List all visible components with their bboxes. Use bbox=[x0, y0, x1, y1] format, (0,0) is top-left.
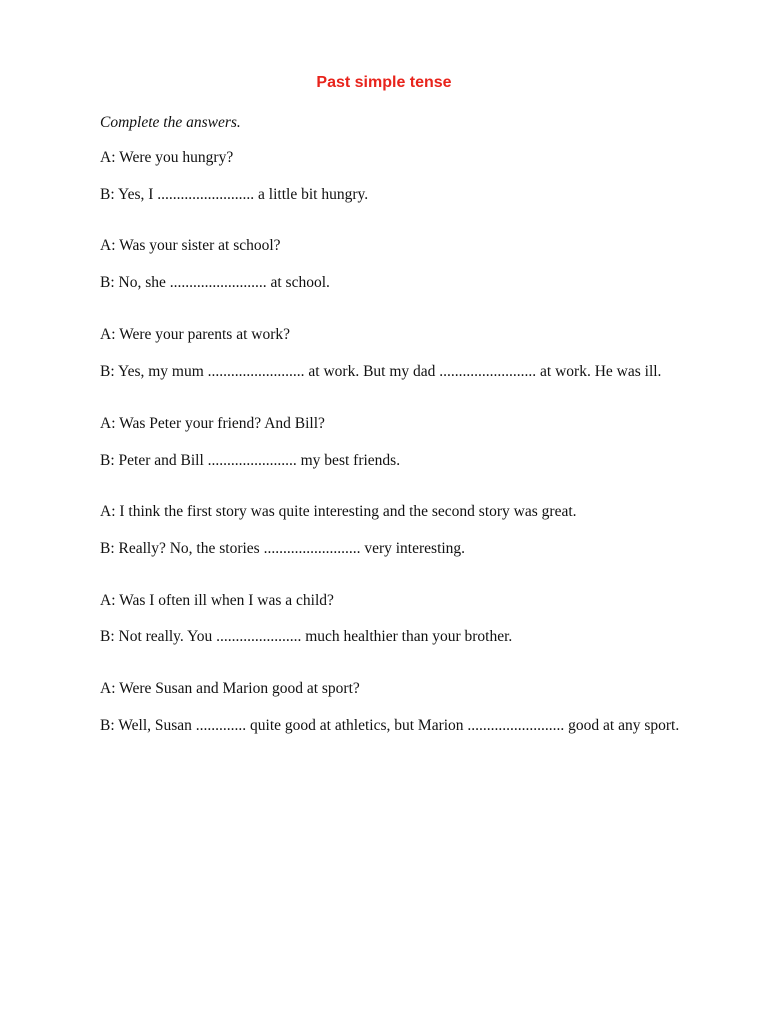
dialogue-7-question: A: Were Susan and Marion good at sport? bbox=[100, 680, 360, 697]
page-title: Past simple tense bbox=[316, 74, 452, 91]
dialogue-4-answer: B: Peter and Bill ....................... my best friends. bbox=[100, 452, 401, 469]
dialogue-6-question: A: Was I often ill when I was a child? bbox=[100, 592, 334, 609]
dialogue-3-question: A: Were your parents at work? bbox=[100, 326, 290, 343]
dialogue-1-question: A: Were you hungry? bbox=[100, 149, 234, 166]
dialogue-5-question: A: I think the first story was quite interesting and the second story was great. bbox=[100, 503, 577, 520]
dialogue-2-question: A: Was your sister at school? bbox=[100, 237, 281, 254]
dialogue-1-answer: B: Yes, I ......................... a little bit hungry. bbox=[100, 186, 369, 203]
dialogue-4-question: A: Was Peter your friend? And Bill? bbox=[100, 415, 325, 432]
dialogue-3-answer: B: Yes, my mum ......................... at work. But my dad ......................... at work. He was ill. bbox=[100, 363, 662, 380]
instruction-text: Complete the answers. bbox=[100, 114, 241, 131]
dialogue-2-answer: B: No, she ......................... at school. bbox=[100, 274, 330, 291]
dialogue-6-answer: B: Not really. You ...................... much healthier than your brother. bbox=[100, 628, 513, 645]
dialogue-5-answer: B: Really? No, the stories ......................... very interesting. bbox=[100, 540, 466, 557]
dialogue-7-answer: B: Well, Susan ............. quite good at athletics, but Marion ......................... good at any sport. bbox=[100, 717, 680, 734]
